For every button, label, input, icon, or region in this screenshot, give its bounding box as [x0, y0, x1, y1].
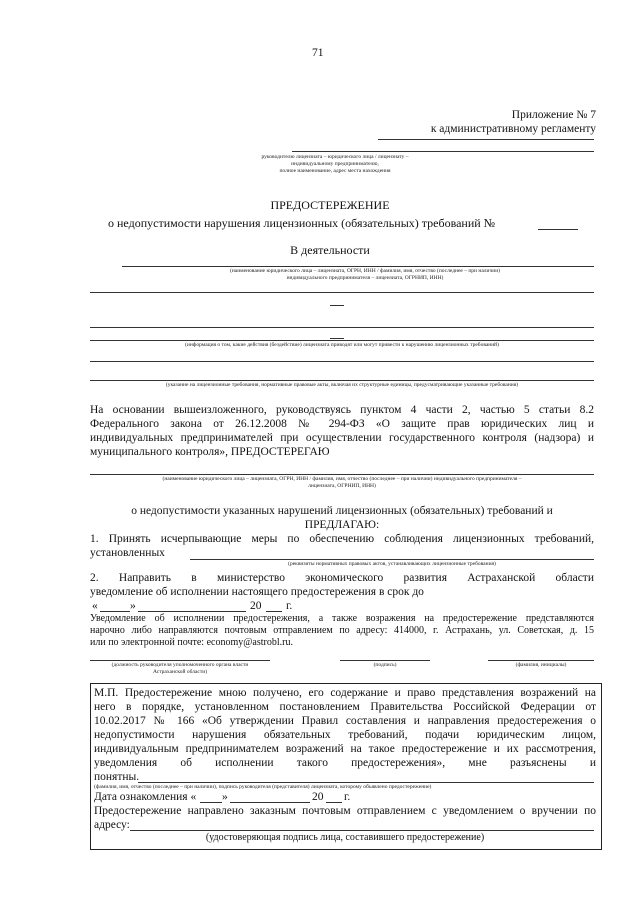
item2-line-2: уведомление об исполнении настоящего предостережения в срок до: [90, 586, 424, 598]
signature-line: [340, 660, 430, 661]
info-line: [90, 340, 594, 341]
sent-line-1: Предостережение направлено заказным почтовым отправлением с уведомлением о вручении по: [94, 805, 596, 817]
ack-day-field: [200, 802, 222, 803]
deadline-year-field: [266, 611, 282, 612]
acknowledged-by-line: [138, 782, 594, 783]
basis-line-4: муниципального контроля», ПРЕДОСТЕРЕГАЮ: [90, 446, 330, 458]
legal-acts-caption: (реквизиты нормативных правовых актов, устанавливающих лицензионные требования): [288, 561, 496, 567]
item1-line-2: установленных: [90, 547, 165, 559]
addressee-caption-1: руководителю лицензиата – юридического лица / лицензиату –: [261, 154, 409, 160]
addressee-line-2: [292, 151, 594, 152]
entity-line: [122, 266, 594, 267]
entity2-caption-1: (наименование юридического лица – лицензиата, ОГРН, ИНН / фамилия, имя, отчество (последнее – при наличии) индивидуального предпринимателя –: [162, 476, 522, 482]
entity-line-2: [90, 474, 594, 475]
ack-date-mid: »: [222, 791, 228, 803]
ack-date-label: Дата ознакомления «: [94, 791, 197, 803]
number-field: [538, 229, 578, 230]
ack-month-field: [230, 802, 310, 803]
acknowledged-by-caption: (фамилия, имя, отчество (последнее – при наличии), подпись руководителя (представителя) лицензиата, которому объявлено предостережение): [94, 784, 432, 790]
item1-line-1: 1. Принять исчерпывающие меры по обеспечению соблюдения лицензионных требований,: [90, 533, 594, 545]
box-line-7: понятны.: [94, 771, 140, 783]
signature-caption: (подпись): [373, 662, 397, 668]
notice-line-3: или по электронной почте: economy@astrobl.ru.: [90, 637, 293, 648]
deadline-date-open: «: [92, 600, 98, 612]
surname-caption: (фамилия, инициалы): [515, 662, 567, 668]
blank-line-3: [90, 361, 594, 362]
box-line-6: уведомления об исполнении такого предостережения», мне разъяснены и: [94, 757, 596, 769]
document-title: ПРЕДОСТЕРЕЖЕНИЕ: [270, 198, 390, 212]
sign-sender-caption: (удостоверяющая подпись лица, составившего предостережение): [205, 832, 485, 843]
propose-heading: ПРЕДЛАГАЮ:: [304, 519, 380, 531]
deadline-year: 20: [250, 600, 262, 612]
deadline-year-suffix: г.: [286, 600, 293, 612]
entity-caption-1: (наименование юридического лица – лицензиата, ОГРН, ИНН / фамилия, имя, отчество (последнее – при наличии): [230, 268, 500, 274]
basis-line-1: На основании вышеизложенного, руководствуясь пунктом 4 части 2, частью 5 статьи 8.2: [90, 404, 594, 416]
deadline-month-field: [138, 611, 246, 612]
activity-label: В деятельности: [290, 243, 370, 257]
item1-field: [190, 559, 594, 560]
ack-date-suffix: г.: [344, 791, 351, 803]
deadline-day-field: [100, 611, 130, 612]
official-caption-2: Астраханской области): [152, 669, 208, 675]
box-line-2: него в порядке, установленном постановлением Правительства Российской Федерации от: [94, 701, 596, 713]
entity-caption-2: индивидуального предпринимателя – лицензиата, ОГРНИП, ИНН): [286, 275, 444, 281]
deadline-date-mid: »: [130, 600, 136, 612]
requirements-caption: (указание на лицензионные требования, нормативные правовые акты, включая их структурные единицы, предусматривающие указанные требования): [165, 382, 519, 388]
info-caption: (информация о том, какие действия (бездействие) лицензиата приводят или могут привести к нарушению лицензионных требований): [185, 342, 499, 348]
basis-line-2: Федерального закона от 26.12.2008 № 294-ФЗ «О защите прав юридических лиц и: [90, 418, 594, 430]
blank-line-2: [90, 327, 594, 328]
requirements-line: [90, 380, 594, 381]
entity2-caption-2: лицензиата, ОГРНИП, ИНН): [308, 483, 376, 489]
appendix-regulation: к административному регламенту: [430, 123, 596, 135]
box-line-3: 10.02.2017 № 166 «Об утверждении Правил составления и направления предостережения о: [94, 715, 596, 727]
appendix-title: Приложение № 7: [511, 109, 596, 121]
official-line: [90, 660, 270, 661]
ack-date-year: 20: [312, 791, 324, 803]
dash-mark-1: [330, 305, 344, 306]
official-caption-1: (должность руководителя уполномоченного органа власти: [111, 662, 249, 668]
item2-line-1: 2. Направить в министерство экономического развития Астраханской области: [90, 572, 594, 584]
ack-year-field: [326, 802, 342, 803]
basis-line-3: индивидуальных предпринимателей при осуществлении государственного контроля (надзора) и: [90, 432, 594, 444]
warning-line: о недопустимости указанных нарушений лицензионных (обязательных) требований и: [131, 505, 553, 517]
sent-line-2: адресу:: [94, 819, 130, 831]
addressee-line-1: [378, 139, 594, 140]
addressee-caption-2: индивидуальному предпринимателю,: [291, 161, 379, 167]
box-line-5: индивидуальным предпринимателем возражений на такое предостережение и их рассмотрения,: [94, 743, 596, 755]
surname-line: [488, 660, 594, 661]
box-line-1: М.П. Предостережение мною получено, его содержание и право представления возражений на: [94, 687, 596, 699]
dash-mark-2: [330, 338, 344, 339]
notice-line-1: Уведомление об исполнении предостережения, а также возражения на предостережение представляются: [90, 613, 594, 624]
address-field: [130, 830, 594, 831]
document-subtitle: о недопустимости нарушения лицензионных (обязательных) требований №: [108, 216, 496, 230]
notice-line-2: нарочно либо направляются почтовым отправлением по адресу: 414000, г. Астрахань, ул. Советская, д. 15: [90, 625, 594, 636]
page-number: 71: [312, 47, 324, 59]
blank-line-1: [90, 292, 594, 293]
box-line-4: недопустимости нарушения обязательных требований, подачи юридическим лицом,: [94, 729, 596, 741]
addressee-caption-3: полное наименование, адрес места нахождения: [279, 168, 391, 174]
